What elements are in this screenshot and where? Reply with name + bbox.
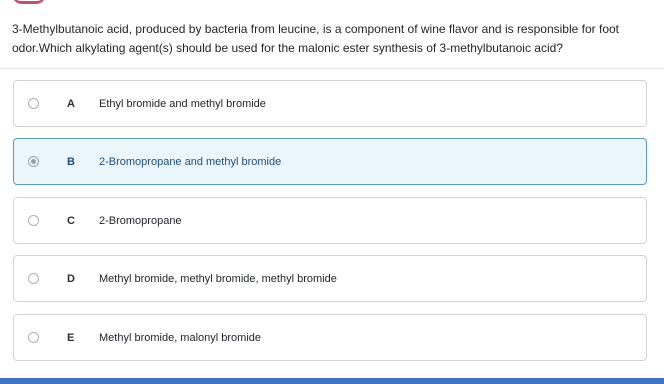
radio-dot-icon — [31, 159, 36, 164]
question-text: 3-Methylbutanoic acid, produced by bacteria from leucine, is a component of wine flavor and is responsible for foot odor.Which alkylating agent(s) should be used for the malonic ester synthesis of 3-methylbutanoic acid? — [12, 22, 619, 55]
option-a[interactable] — [13, 80, 647, 127]
option-letter: A — [67, 97, 75, 110]
option-label: Ethyl bromide and methyl bromide — [99, 97, 266, 110]
option-label: Methyl bromide, malonyl bromide — [99, 331, 262, 344]
option-c[interactable] — [13, 197, 647, 244]
option-letter: D — [67, 272, 75, 285]
option-d[interactable] — [13, 255, 647, 302]
radio-selected-icon[interactable] — [28, 156, 39, 167]
option-label: 2-Bromopropane and methyl bromide — [99, 155, 282, 168]
option-letter: B — [67, 155, 75, 168]
radio-icon[interactable] — [28, 273, 39, 284]
radio-icon[interactable] — [28, 98, 39, 109]
option-letter: E — [67, 331, 75, 344]
option-label: 2-Bromopropane — [99, 214, 182, 227]
option-label: Methyl bromide, methyl bromide, methyl bromide — [99, 272, 337, 285]
option-letter: C — [67, 214, 75, 227]
bottom-bar — [0, 378, 664, 384]
radio-icon[interactable] — [28, 332, 39, 343]
option-b[interactable] — [13, 138, 647, 185]
radio-icon[interactable] — [28, 215, 39, 226]
divider — [0, 68, 664, 69]
option-e[interactable] — [13, 314, 647, 361]
avatar-arc-icon — [12, 0, 46, 4]
